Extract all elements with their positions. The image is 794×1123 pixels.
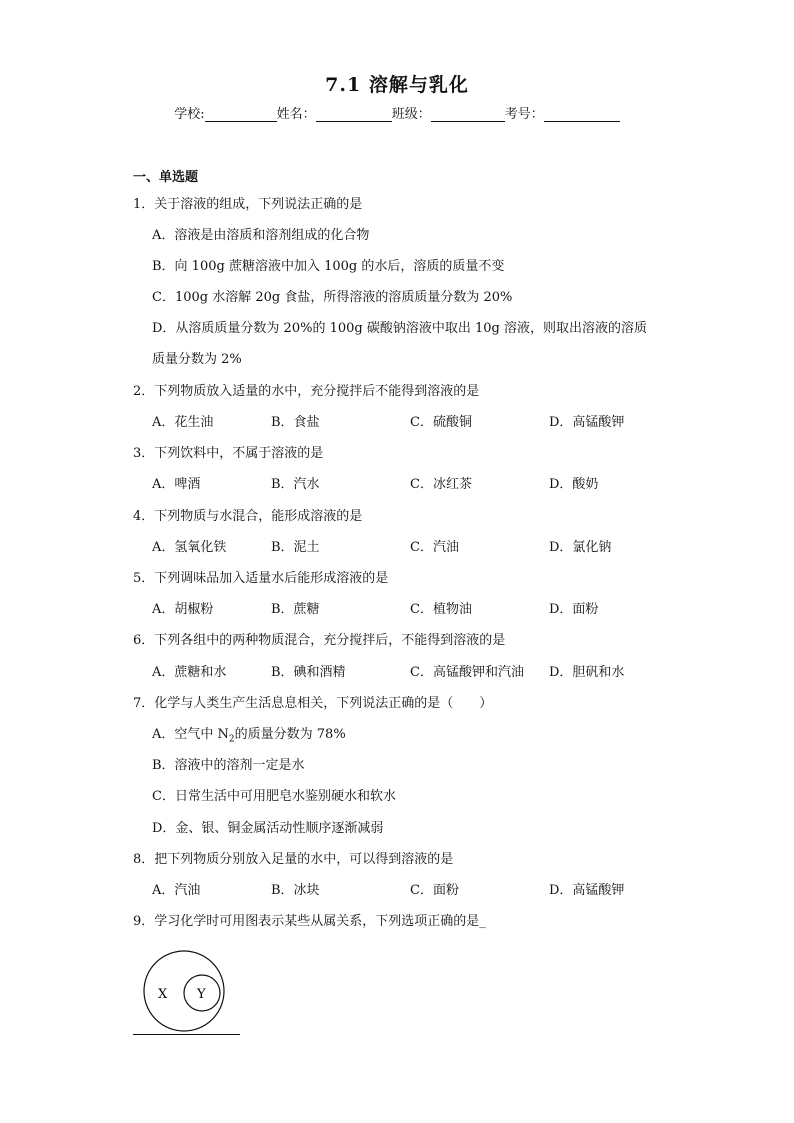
option-text: A．空气中 N — [152, 727, 229, 742]
option: A．溶液是由溶质和溶剂组成的化合物 — [152, 228, 370, 243]
option: B．泥土 — [271, 540, 320, 555]
label-x: X — [158, 987, 168, 1002]
question-stem: 7．化学与人类生产生活息息相关，下列说法正确的是（ ） — [133, 696, 493, 711]
option: D．胆矾和水 — [549, 665, 625, 680]
option-text: 的质量分数为 78% — [234, 727, 346, 742]
question-stem: 2．下列物质放入适量的水中，充分搅拌后不能得到溶液的是 — [133, 384, 480, 399]
answer-blank — [133, 1034, 240, 1035]
option: D．高锰酸钾 — [549, 883, 625, 898]
option: C．硫酸铜 — [410, 415, 472, 430]
question-stem: 8．把下列物质分别放入足量的水中，可以得到溶液的是 — [133, 852, 454, 867]
option: B．食盐 — [271, 415, 320, 430]
id-field — [544, 107, 620, 122]
section-title: 一、单选题 — [133, 170, 199, 185]
option: A．汽油 — [152, 883, 201, 898]
option: D．酸奶 — [549, 477, 599, 492]
option: A．蔗糖和水 — [152, 665, 227, 680]
option: B．溶液中的溶剂一定是水 — [152, 758, 305, 773]
option: D．金、银、铜金属活动性顺序逐渐减弱 — [152, 821, 384, 836]
option: A．花生油 — [152, 415, 214, 430]
id-label: 考号： — [504, 107, 544, 122]
option: A．氢氧化铁 — [152, 540, 227, 555]
subscript: 2 — [228, 734, 235, 745]
page-title: 7.1 溶解与乳化 — [325, 74, 469, 96]
option: D．氯化钠 — [549, 540, 612, 555]
option: A．胡椒粉 — [152, 602, 214, 617]
question-stem: 5．下列调味品加入适量水后能形成溶液的是 — [133, 571, 389, 586]
option: D．从溶质质量分数为 20%的 100g 碳酸钠溶液中取出 10g 溶液，则取出溶液的溶质 — [152, 321, 647, 336]
question-stem: 4．下列物质与水混合，能形成溶液的是 — [133, 509, 363, 524]
option: C．汽油 — [410, 540, 459, 555]
option: D．高锰酸钾 — [549, 415, 625, 430]
option: B．汽水 — [271, 477, 320, 492]
option: C．日常生活中可用肥皂水鉴别硬水和软水 — [152, 789, 396, 804]
class-field — [431, 107, 505, 122]
question-stem: 3．下列饮料中，不属于溶液的是 — [133, 446, 324, 461]
school-field — [205, 107, 277, 122]
option: C．植物油 — [410, 602, 472, 617]
option: C．100g 水溶解 20g 食盐，所得溶液的溶质质量分数为 20% — [152, 290, 513, 305]
name-field — [316, 107, 392, 122]
class-label: 班级： — [391, 107, 431, 122]
question-stem: 1．关于溶液的组成，下列说法正确的是 — [133, 197, 363, 212]
label-y: Y — [197, 987, 206, 1002]
option: B．冰块 — [271, 883, 320, 898]
option: A．啤酒 — [152, 477, 201, 492]
option: D．面粉 — [549, 602, 599, 617]
option: C．面粉 — [410, 883, 459, 898]
option: B．向 100g 蔗糖溶液中加入 100g 的水后，溶质的质量不变 — [152, 259, 505, 274]
option: C．高锰酸钾和汽油 — [410, 665, 524, 680]
option: C．冰红茶 — [410, 477, 472, 492]
option: B．蔗糖 — [271, 602, 320, 617]
name-label: 姓名： — [276, 107, 316, 122]
venn-diagram — [142, 946, 232, 1036]
option-continued: 质量分数为 2% — [152, 352, 242, 367]
question-stem: 6．下列各组中的两种物质混合，充分搅拌后，不能得到溶液的是 — [133, 633, 506, 648]
school-label: 学校: — [174, 107, 205, 122]
question-stem: 9．学习化学时可用图表示某些从属关系，下列选项正确的是_ — [133, 914, 486, 929]
option: B．碘和酒精 — [271, 665, 346, 680]
student-info — [0, 103, 794, 122]
option — [152, 723, 346, 745]
